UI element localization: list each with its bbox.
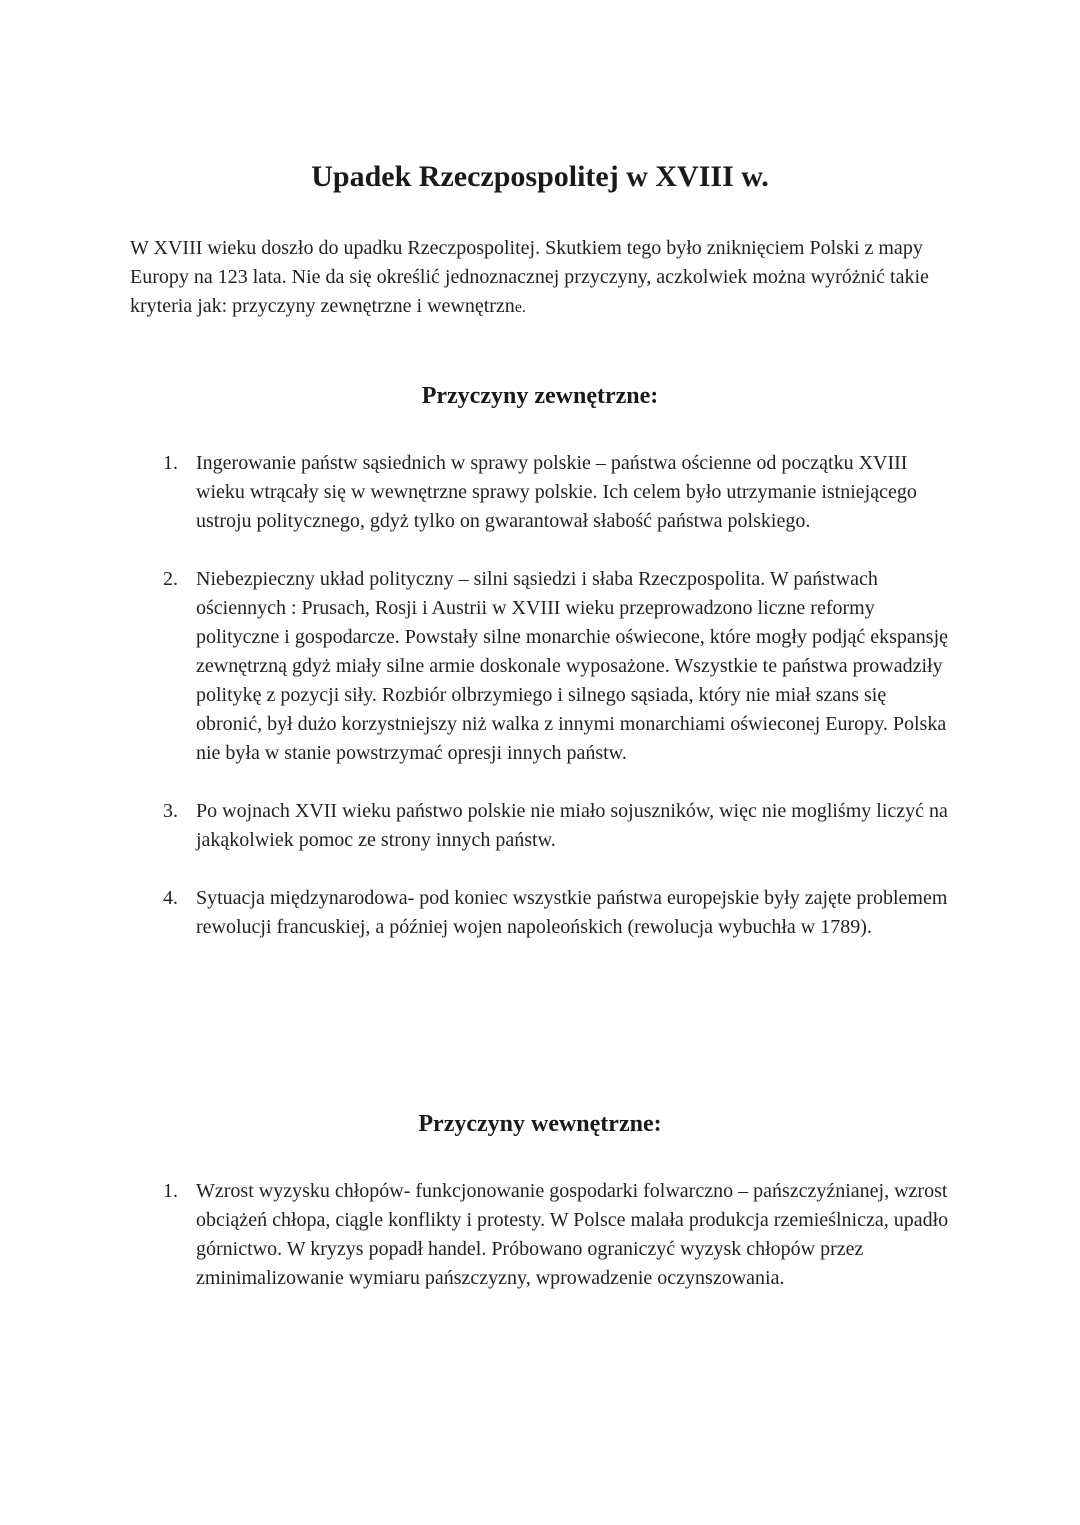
external-causes-list	[163, 449, 953, 971]
intro-paragraph	[130, 234, 960, 322]
list-item-text: Po wojnach XVII wieku państwo polskie nie miało sojuszników, więc nie mogliśmy liczyć na jakąkolwiek pomoc ze strony innych państw.	[196, 800, 948, 851]
list-item-text: Ingerowanie państw sąsiednich w sprawy polskie – państwa ościenne od początku XVIII wieku wtrącały się w wewnętrzne sprawy polskie. Ich celem było utrzymanie istniejącego ustroju politycznego, gdyż tylko on gwarantował słabość państwa polskiego.	[196, 452, 917, 532]
list-item-number: 3.	[163, 800, 178, 822]
section-heading-external: Przyczyny zewnętrzne:	[421, 383, 659, 409]
list-item-text: Niebezpieczny układ polityczny – silni sąsiedzi i słaba Rzeczpospolita. W państwach ościennych : Prusach, Rosji i Austrii w XVIII wieku przeprowadzono liczne reformy polityczne i gospodarcze. Powstały silne monarchie oświecone, które mogły podjąć ekspansję zewnętrzną gdyż miały silne armie doskonale wyposażone. Wszystkie te państwa prowadziły politykę z pozycji siły. Rozbiór olbrzymiego i silnego sąsiada, który nie miał szans się obronić, był dużo korzystniejszy niż walka z innymi monarchiami oświeconej Europy. Polska nie była w stanie powstrzymać opresji innych państw.	[196, 568, 949, 764]
list-item-number: 1.	[163, 452, 178, 474]
list-item	[163, 884, 953, 942]
list-item-number: 4.	[163, 887, 178, 909]
list-item-text: Sytuacja międzynarodowa- pod koniec wszystkie państwa europejskie były zajęte problemem rewolucji francuskiej, a później wojen napoleońskich (rewolucja wybuchła w 1789).	[196, 887, 948, 938]
list-item	[163, 797, 953, 855]
internal-causes-list	[163, 1177, 953, 1293]
intro-text-tail: e.	[514, 299, 526, 316]
list-item-number: 2.	[163, 568, 178, 590]
list-item	[163, 1177, 953, 1293]
list-item-number: 1.	[163, 1180, 178, 1202]
list-item	[163, 449, 953, 536]
list-item-text: Wzrost wyzysku chłopów- funkcjonowanie gospodarki folwarczno – pańszczyźnianej, wzrost obciążeń chłopa, ciągle konflikty i protesty. W Polsce malała produkcja rzemieślnicza, upadło górnictwo. W kryzys popadł handel. Próbowano ograniczyć wyzysk chłopów przez zminimalizowanie wymiaru pańszczyzny, wprowadzenie oczynszowania.	[196, 1180, 949, 1289]
document-title: Upadek Rzeczpospolitej w XVIII w.	[311, 160, 769, 193]
intro-text: W XVIII wieku doszło do upadku Rzeczpospolitej. Skutkiem tego było zniknięciem Polski z mapy Europy na 123 lata. Nie da się określić jednoznacznej przyczyny, aczkolwiek można wyróżnić takie kryteria jak: przyczyny zewnętrzne i wewnętrzn	[130, 237, 929, 317]
list-item	[163, 565, 953, 768]
section-heading-internal: Przyczyny wewnętrzne:	[418, 1111, 662, 1137]
